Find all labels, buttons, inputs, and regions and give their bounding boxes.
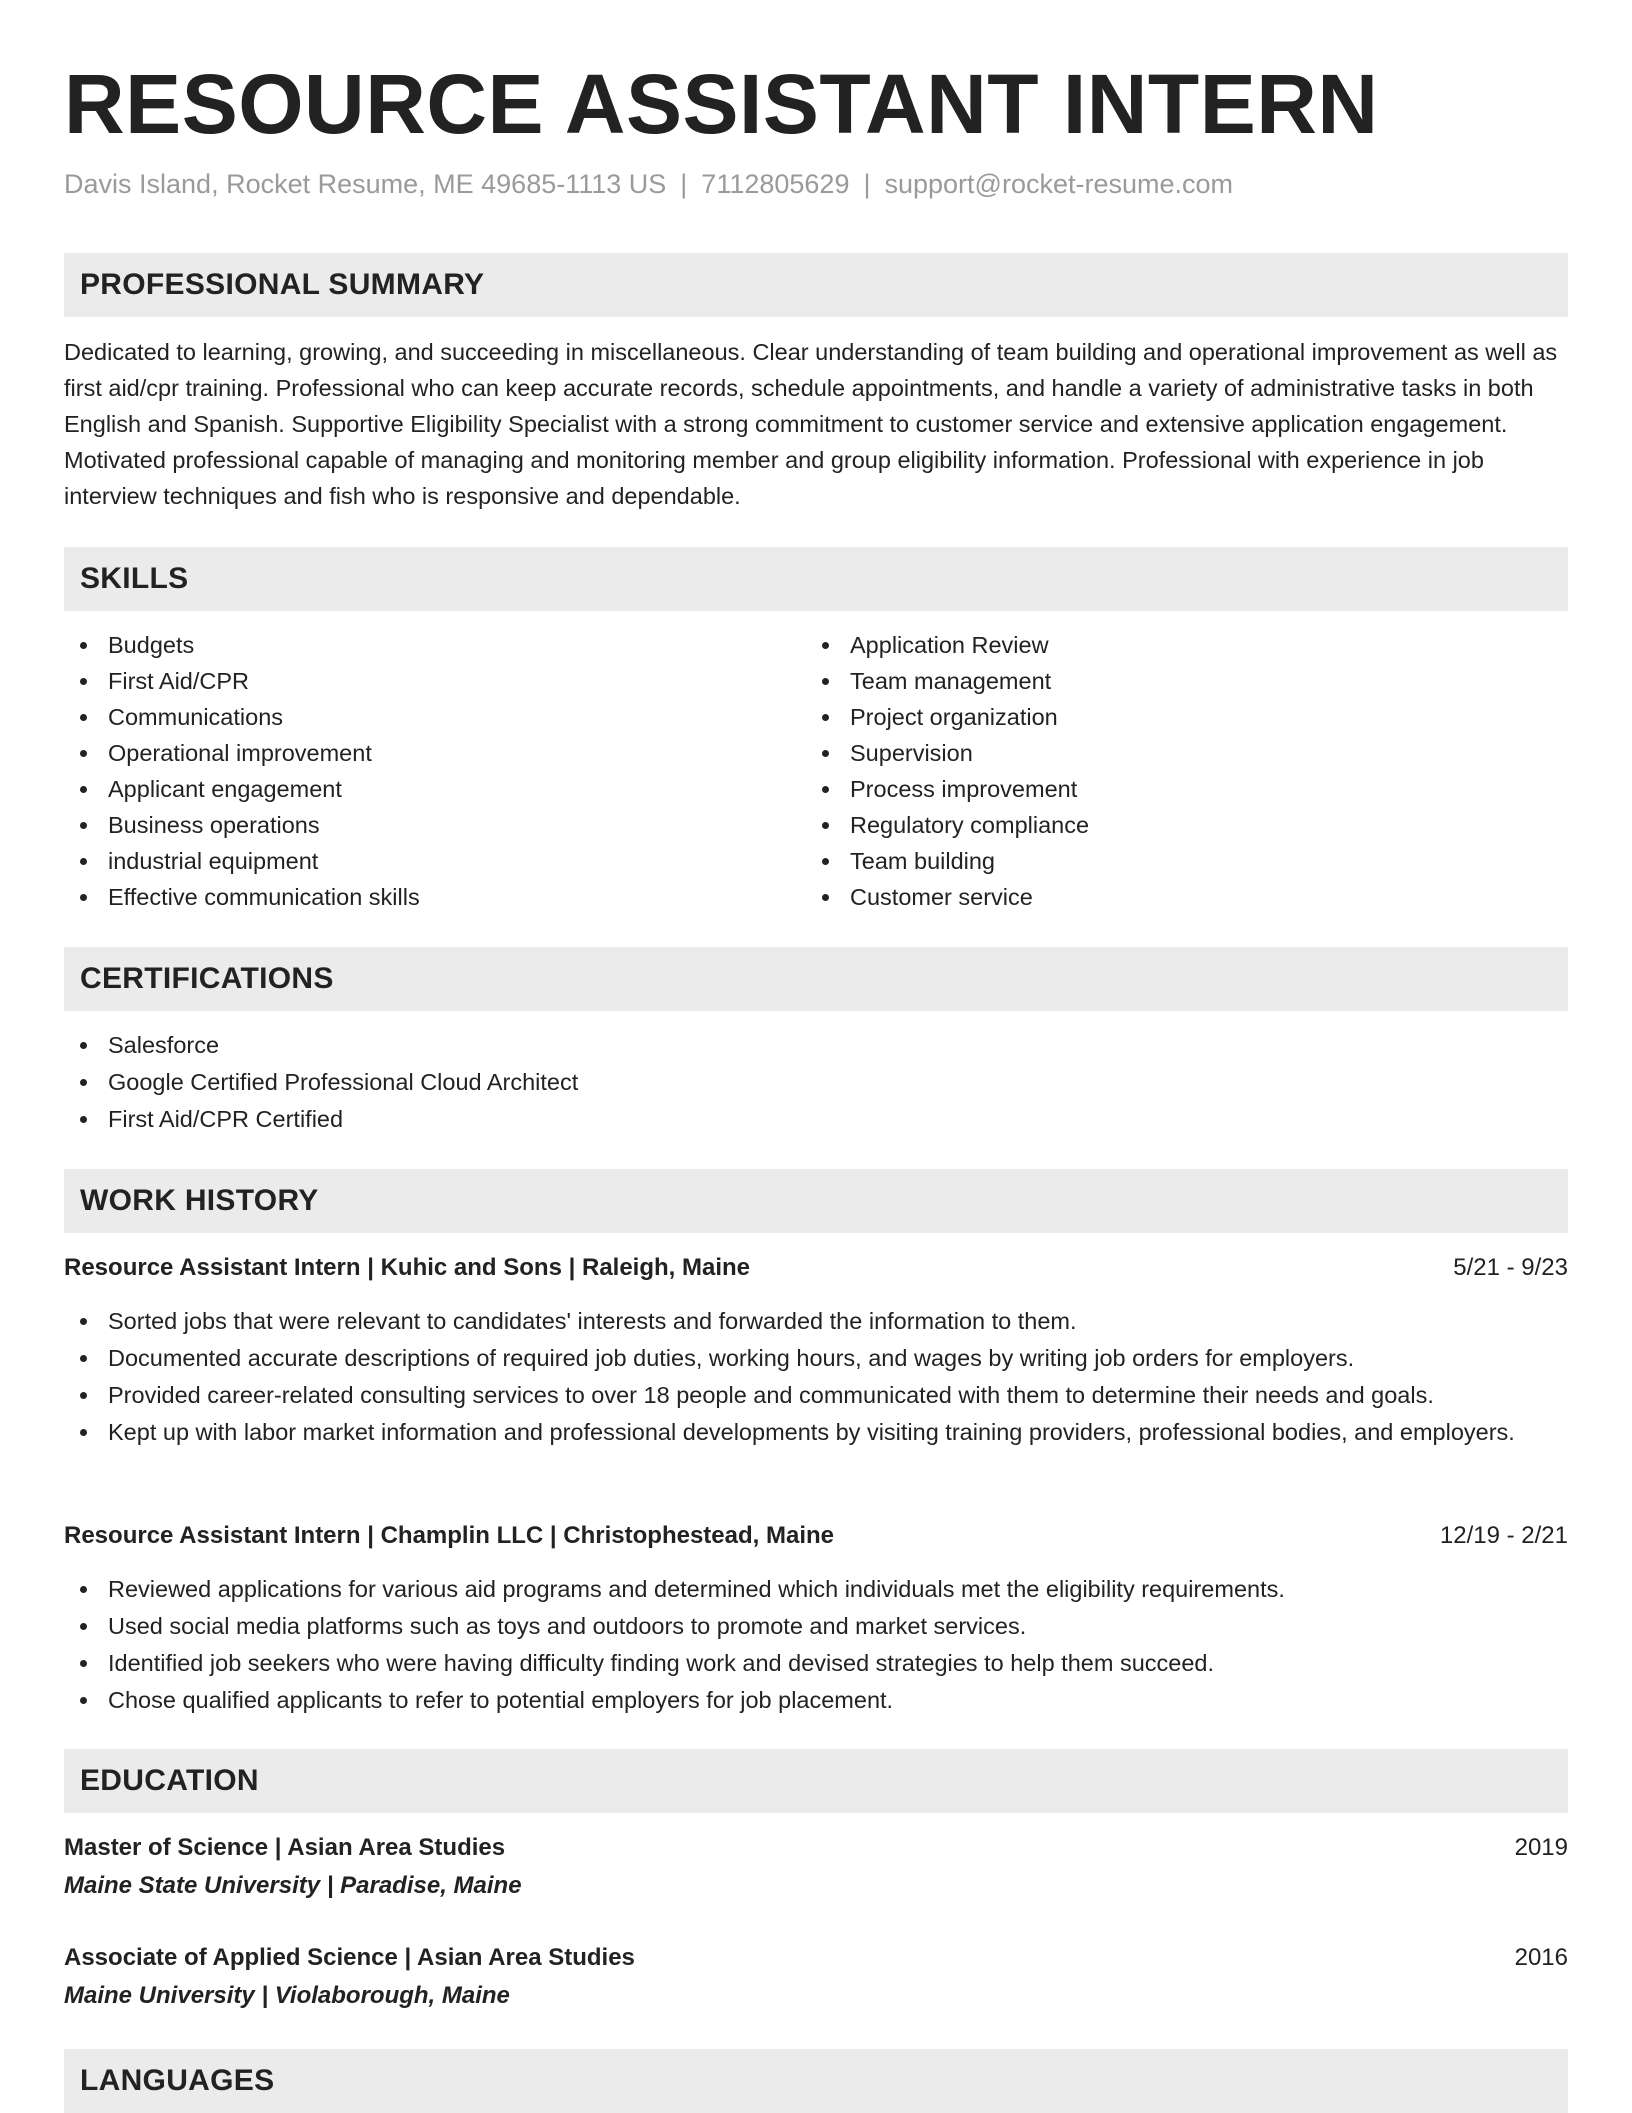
job-bullets: [64, 1303, 1568, 1451]
list-item: First Aid/CPR: [64, 663, 764, 699]
contact-line: [64, 166, 1233, 202]
list-item: Process improvement: [806, 771, 1506, 807]
list-item: Chose qualified applicants to refer to potential employers for job placement.: [64, 1682, 1568, 1718]
contact-separator: |: [680, 169, 688, 199]
job-title: Resource Assistant Intern | Kuhic and Sons | Raleigh, Maine: [64, 1254, 751, 1281]
list-item: Documented accurate descriptions of required job duties, working hours, and wages by writing job orders for employers.: [64, 1340, 1568, 1376]
list-item: Salesforce: [64, 1027, 1568, 1063]
certifications-list: [64, 1027, 1568, 1138]
list-item: Reviewed applications for various aid programs and determined which individuals met the eligibility requirements.: [64, 1571, 1568, 1607]
graduation-year: 2016: [1514, 1944, 1568, 1971]
contact-address: Davis Island, Rocket Resume, ME 49685-1113 US: [64, 169, 667, 199]
list-item: Budgets: [64, 627, 764, 663]
section-header-education: [64, 1749, 1568, 1813]
list-item: Regulatory compliance: [806, 807, 1506, 843]
list-item: Applicant engagement: [64, 771, 764, 807]
summary-text: Dedicated to learning, growing, and succeeding in miscellaneous. Clear understanding of team building and operational improvement as well as first aid/cpr training. Professional who can keep accurate records, schedule appointments, and handle a variety of administrative tasks in both English and Spanish. Supportive Eligibility Specialist with a strong commitment to customer service and extensive application engagement. Motivated professional capable of managing and monitoring member and group eligibility information. Professional with experience in job interview techniques and fish who is responsive and dependable.: [64, 339, 1558, 509]
skills-list-right: [806, 627, 1506, 915]
list-item: Provided career-related consulting services to over 18 people and communicated with them to determine their needs and goals.: [64, 1377, 1568, 1413]
list-item: Project organization: [806, 699, 1506, 735]
job-dates: 12/19 - 2/21: [1439, 1522, 1568, 1549]
list-item: Effective communication skills: [64, 879, 764, 915]
list-item: Supervision: [806, 735, 1506, 771]
list-item: First Aid/CPR Certified: [64, 1101, 1568, 1137]
list-item: Business operations: [64, 807, 764, 843]
section-header-work-history: [64, 1169, 1568, 1233]
section-header-summary: [64, 253, 1568, 317]
list-item: Team building: [806, 843, 1506, 879]
list-item: Customer service: [806, 879, 1506, 915]
list-item: Identified job seekers who were having difficulty finding work and devised strategies to help them succeed.: [64, 1645, 1568, 1681]
school-name: Maine University | Violaborough, Maine: [64, 1982, 510, 2009]
section-header-languages: [64, 2049, 1568, 2113]
list-item: Team management: [806, 663, 1506, 699]
section-title: SKILLS: [80, 562, 189, 595]
job-dates: 5/21 - 9/23: [1453, 1254, 1568, 1281]
list-item: Operational improvement: [64, 735, 764, 771]
list-item: Communications: [64, 699, 764, 735]
section-title: CERTIFICATIONS: [80, 962, 334, 995]
section-title: LANGUAGES: [80, 2064, 275, 2097]
skills-list-left: [64, 627, 764, 915]
degree-title: Master of Science | Asian Area Studies: [64, 1834, 506, 1861]
graduation-year: 2019: [1514, 1834, 1568, 1861]
list-item: Used social media platforms such as toys and outdoors to promote and market services.: [64, 1608, 1568, 1644]
section-header-certifications: [64, 947, 1568, 1011]
list-item: Application Review: [806, 627, 1506, 663]
list-item: industrial equipment: [64, 843, 764, 879]
list-item: Google Certified Professional Cloud Architect: [64, 1064, 1568, 1100]
page-title: RESOURCE ASSISTANT INTERN: [64, 57, 1379, 151]
list-item: Sorted jobs that were relevant to candidates' interests and forwarded the information to them.: [64, 1303, 1568, 1339]
section-title: WORK HISTORY: [80, 1184, 319, 1217]
contact-email: support@rocket-resume.com: [884, 169, 1234, 199]
degree-title: Associate of Applied Science | Asian Area Studies: [64, 1944, 635, 1971]
job-title: Resource Assistant Intern | Champlin LLC | Christophestead, Maine: [64, 1522, 835, 1549]
list-item: Kept up with labor market information and professional developments by visiting training providers, professional bodies, and employers.: [64, 1414, 1568, 1450]
section-header-skills: [64, 547, 1568, 611]
contact-phone: 7112805629: [701, 169, 850, 199]
job-bullets: [64, 1571, 1568, 1719]
contact-separator: |: [863, 169, 871, 199]
school-name: Maine State University | Paradise, Maine: [64, 1872, 522, 1899]
section-title: PROFESSIONAL SUMMARY: [80, 268, 485, 301]
section-title: EDUCATION: [80, 1764, 259, 1797]
